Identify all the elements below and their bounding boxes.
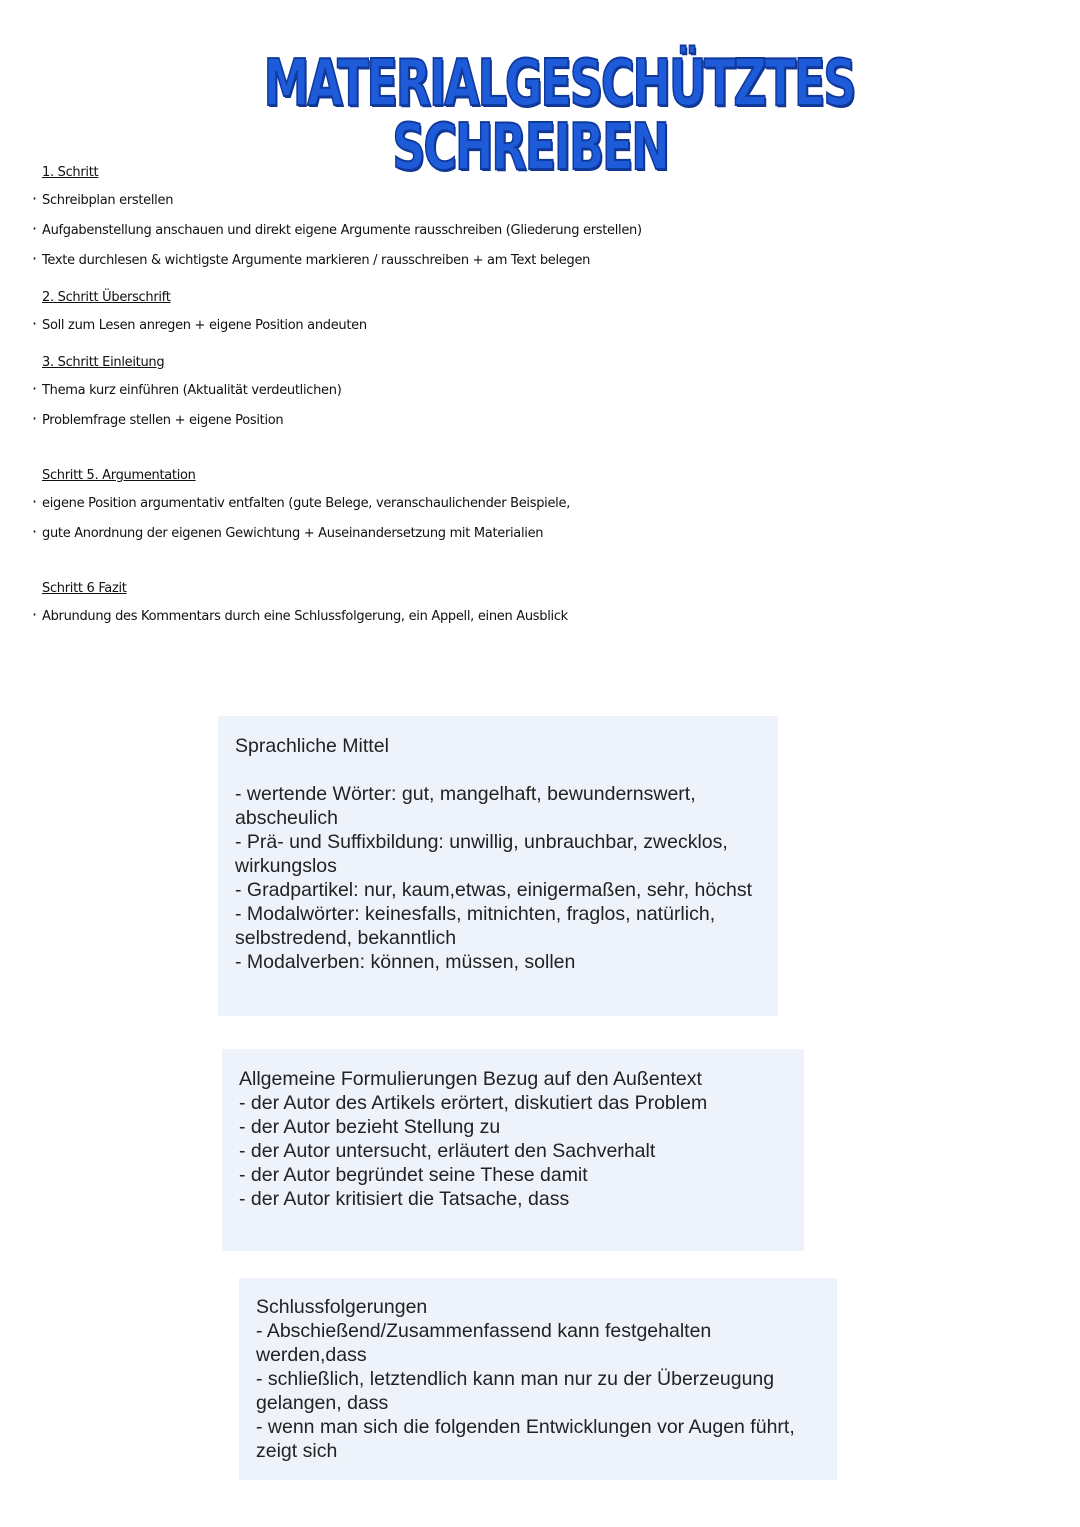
formulierungen-item: - der Autor untersucht, erläutert den Sachverhalt	[239, 1140, 656, 1162]
handwritten-notes	[30, 165, 730, 646]
step-5-line-2: · gute Anordnung der eigenen Gewichtung + Auseinandersetzung mit Materialien	[30, 519, 730, 549]
page-title: MATERIALGESCHÜTZTES SCHREIBEN	[263, 47, 855, 185]
sprachliche-mittel-item: - Modalwörter: keinesfalls, mitnichten, fraglos, natürlich, selbstredend, bekanntlich	[235, 903, 716, 949]
step-1-line-2: · Aufgabenstellung anschauen und direkt eigene Argumente rausschreiben (Gliederung erstellen)	[30, 216, 730, 246]
step-6	[30, 581, 730, 632]
sprachliche-mittel-item: - wertende Wörter: gut, mangelhaft, bewundernswert, abscheulich	[235, 783, 696, 829]
step-6-heading: Schritt 6 Fazit	[42, 581, 127, 596]
step-3-line-1: · Thema kurz einführen (Aktualität verdeutlichen)	[30, 376, 730, 406]
sprachliche-mittel-box	[218, 716, 778, 1016]
step-5-line-1: · eigene Position argumentativ entfalten (gute Belege, veranschaulichender Beispiele,	[30, 489, 730, 519]
step-2-heading: 2. Schritt Überschrift	[42, 290, 171, 305]
sprachliche-mittel-item: - Prä- und Suffixbildung: unwillig, unbrauchbar, zwecklos, wirkungslos	[235, 831, 728, 877]
step-1-line-3: · Texte durchlesen & wichtigste Argumente markieren / rausschreiben + am Text belegen	[30, 246, 730, 276]
step-3-heading: 3. Schritt Einleitung	[42, 355, 165, 370]
step-1	[30, 165, 730, 276]
step-2	[30, 290, 730, 341]
step-5-heading: Schritt 5. Argumentation	[42, 468, 196, 483]
formulierungen-item: - der Autor des Artikels erörtert, diskutiert das Problem	[239, 1092, 708, 1114]
step-5	[30, 468, 730, 549]
formulierungen-item: - der Autor kritisiert die Tatsache, dass	[239, 1188, 570, 1210]
schlussfolgerungen-item: - Abschießend/Zusammenfassend kann festgehalten werden,dass	[256, 1320, 712, 1366]
formulierungen-item: - der Autor begründet seine These damit	[239, 1164, 588, 1186]
schlussfolgerungen-title: Schlussfolgerungen	[256, 1296, 428, 1318]
step-2-line-1: · Soll zum Lesen anregen + eigene Position andeuten	[30, 311, 730, 341]
schlussfolgerungen-box	[239, 1278, 837, 1480]
step-3	[30, 355, 730, 436]
formulierungen-item: - der Autor bezieht Stellung zu	[239, 1116, 501, 1138]
formulierungen-title: Allgemeine Formulierungen Bezug auf den Außentext	[239, 1068, 702, 1090]
formulierungen-box	[222, 1049, 804, 1251]
step-6-line-1: · Abrundung des Kommentars durch eine Schlussfolgerung, ein Appell, einen Ausblick	[30, 602, 730, 632]
step-1-heading: 1. Schritt	[42, 165, 99, 180]
sprachliche-mittel-item: - Gradpartikel: nur, kaum,etwas, einigermaßen, sehr, höchst	[235, 879, 752, 901]
schlussfolgerungen-item: - schließlich, letztendlich kann man nur zu der Überzeugung gelangen, dass	[256, 1368, 775, 1414]
step-1-line-1: · Schreibplan erstellen	[30, 186, 730, 216]
sprachliche-mittel-title: Sprachliche Mittel	[235, 735, 389, 757]
schlussfolgerungen-item: - wenn man sich die folgenden Entwicklungen vor Augen führt, zeigt sich	[256, 1416, 795, 1462]
sprachliche-mittel-item: - Modalverben: können, müssen, sollen	[235, 951, 576, 973]
step-3-line-2: · Problemfrage stellen + eigene Position	[30, 406, 730, 436]
